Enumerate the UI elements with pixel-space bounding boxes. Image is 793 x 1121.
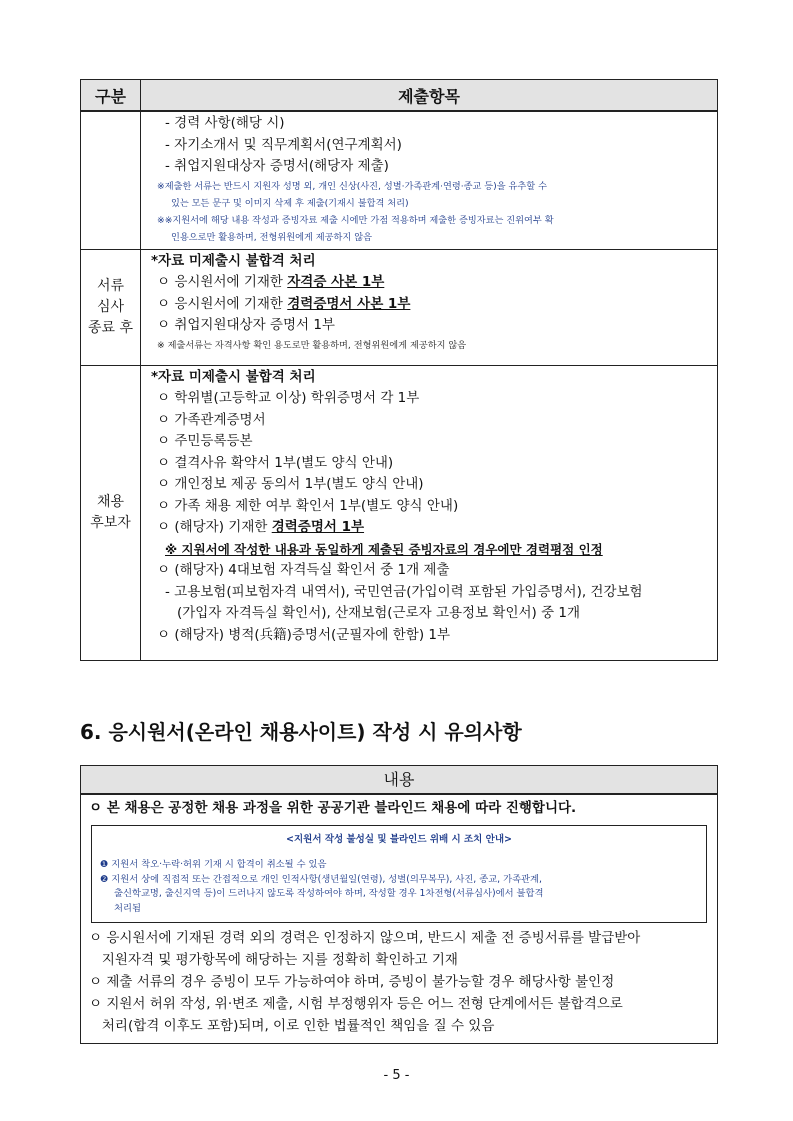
row2-items: [141, 249, 718, 365]
table-header-row: [81, 80, 718, 112]
list-item: ㅇ 응시원서에 기재한 경력증명서 사본 1부: [157, 295, 411, 312]
intro-line: ㅇ 본 채용은 공정한 채용 과정을 위한 공공기관 블라인드 채용에 따라 진행합니다.: [89, 800, 577, 816]
category-line: 채용: [96, 493, 125, 510]
table-row: [81, 111, 718, 249]
list-item: ㅇ 주민등록등본: [157, 433, 253, 449]
list-item: - 자기소개서 및 직무계획서(연구계획서): [165, 136, 402, 153]
notice-item: ❶ 지원서 착오·누락·허위 기재 시 합격이 취소될 수 있음: [100, 859, 327, 870]
notice-box: [91, 825, 707, 923]
bullet-line: ㅇ 응시원서에 기재된 경력 외의 경력은 인정하지 않으며, 반드시 제출 전 증빙서류를 발급받아: [89, 930, 641, 946]
bullet-line: ㅇ 지원서 허위 작성, 위·변조 제출, 시험 부정행위자 등은 어느 전형 단계에서든 불합격으로: [89, 996, 623, 1012]
cautions-body: [81, 795, 717, 1043]
list-item: - 고용보험(피보험자격 내역서), 국민연금(가입이력 포함된 가입증명서), 건강보험: [165, 583, 643, 600]
list-item: ㅇ (해당자) 병적(兵籍)증명서(군필자에 한함) 1부: [157, 626, 451, 643]
list-item: ㅇ (해당자) 4대보험 자격득실 확인서 중 1개 제출: [157, 562, 450, 578]
list-item: (가입자 자격득실 확인서), 산재보험(근로자 고용정보 확인서) 중 1개: [177, 605, 581, 621]
row3-items: [141, 365, 718, 660]
category-line: 후보자: [90, 514, 131, 531]
row1-items: [141, 111, 718, 249]
list-item: ㅇ (해당자) 기재한 경력증명서 1부: [157, 519, 365, 535]
header-items: 제출항목: [141, 80, 718, 112]
row3-category: [81, 365, 141, 660]
note-line: ※ 제출서류는 자격사항 확인 용도로만 활용하며, 전형위원에게 제공하지 않음: [157, 339, 467, 351]
list-item: ㅇ 결격사유 확약서 1부(별도 양식 안내): [157, 454, 394, 471]
page-number: - 5 -: [383, 1068, 410, 1083]
notice-item: ❷ 지원서 상에 직접적 또는 간접적으로 개인 인적사항(생년월일(연령), 성별(의무복무), 사진, 종교, 가족관계,: [100, 873, 542, 885]
category-line: 종료 후: [87, 319, 134, 336]
career-note: ※ 지원서에 작성한 내용과 동일하게 제출된 증빙자료의 경우에만 경력평점 인정: [165, 541, 603, 557]
cautions-header: 내용: [81, 766, 717, 795]
table-row: [81, 249, 718, 365]
header-category: 구분: [81, 80, 141, 112]
row1-category: [81, 111, 141, 249]
notice-title: <지원서 작성 불성실 및 블라인드 위배 시 조치 안내>: [286, 834, 512, 845]
note-line: ※제출한 서류는 반드시 지원자 성명 외, 개인 신상(사진, 성별·가족관계·연령·종교 등)을 유추할 수: [157, 180, 547, 192]
bullet-line: 지원자격 및 평가항목에 해당하는 지를 정확히 확인하고 기재: [89, 952, 458, 968]
note-line: 있는 모든 문구 및 이미지 삭제 후 제출(기재시 불합격 처리): [171, 197, 409, 209]
notice-item: 처리됨: [114, 902, 141, 914]
note-line: ※※지원서에 해당 내용 작성과 증빙자료 제출 시에만 가점 적용하며 제출한 증빙자료는 진위여부 확: [157, 214, 554, 226]
row2-heading: *자료 미제출시 불합격 처리: [151, 252, 316, 269]
table-row: [81, 365, 718, 660]
section-title: 6. 응시원서(온라인 채용사이트) 작성 시 유의사항: [80, 720, 522, 744]
list-item: ㅇ 가족 채용 제한 여부 확인서 1부(별도 양식 안내): [157, 497, 459, 514]
notice-item: 출신학교명, 출신지역 등)이 드러나지 않도록 작성하여야 하며, 작성할 경우 1차전형(서류심사)에서 불합격: [114, 888, 544, 899]
category-line: 심사: [96, 298, 125, 315]
list-item: ㅇ 학위별(고등학교 이상) 학위증명서 각 1부: [157, 390, 420, 406]
note-line: 인용으로만 활용하며, 전형위원에게 제공하지 않음: [171, 231, 372, 243]
list-item: - 경력 사항(해당 시): [165, 115, 285, 131]
list-item: ㅇ 개인정보 제공 동의서 1부(별도 양식 안내): [157, 476, 424, 492]
cautions-box: [80, 765, 718, 1044]
category-line: 서류: [96, 277, 125, 294]
bullet-line: 처리(합격 이후도 포함)되며, 이로 인한 법률적인 책임을 질 수 있음: [89, 1018, 495, 1034]
list-item: ㅇ 응시원서에 기재한 자격증 사본 1부: [157, 274, 385, 290]
row2-category: [81, 249, 141, 365]
submission-items-table: [80, 79, 718, 661]
list-item: ㅇ 가족관계증명서: [157, 411, 266, 428]
bullet-line: ㅇ 제출 서류의 경우 증빙이 모두 가능하여야 하며, 증빙이 불가능할 경우 해당사항 불인정: [89, 974, 615, 990]
row3-heading: *자료 미제출시 불합격 처리: [151, 368, 316, 385]
list-item: - 취업지원대상자 증명서(해당자 제출): [165, 158, 389, 174]
list-item: ㅇ 취업지원대상자 증명서 1부: [157, 317, 335, 333]
